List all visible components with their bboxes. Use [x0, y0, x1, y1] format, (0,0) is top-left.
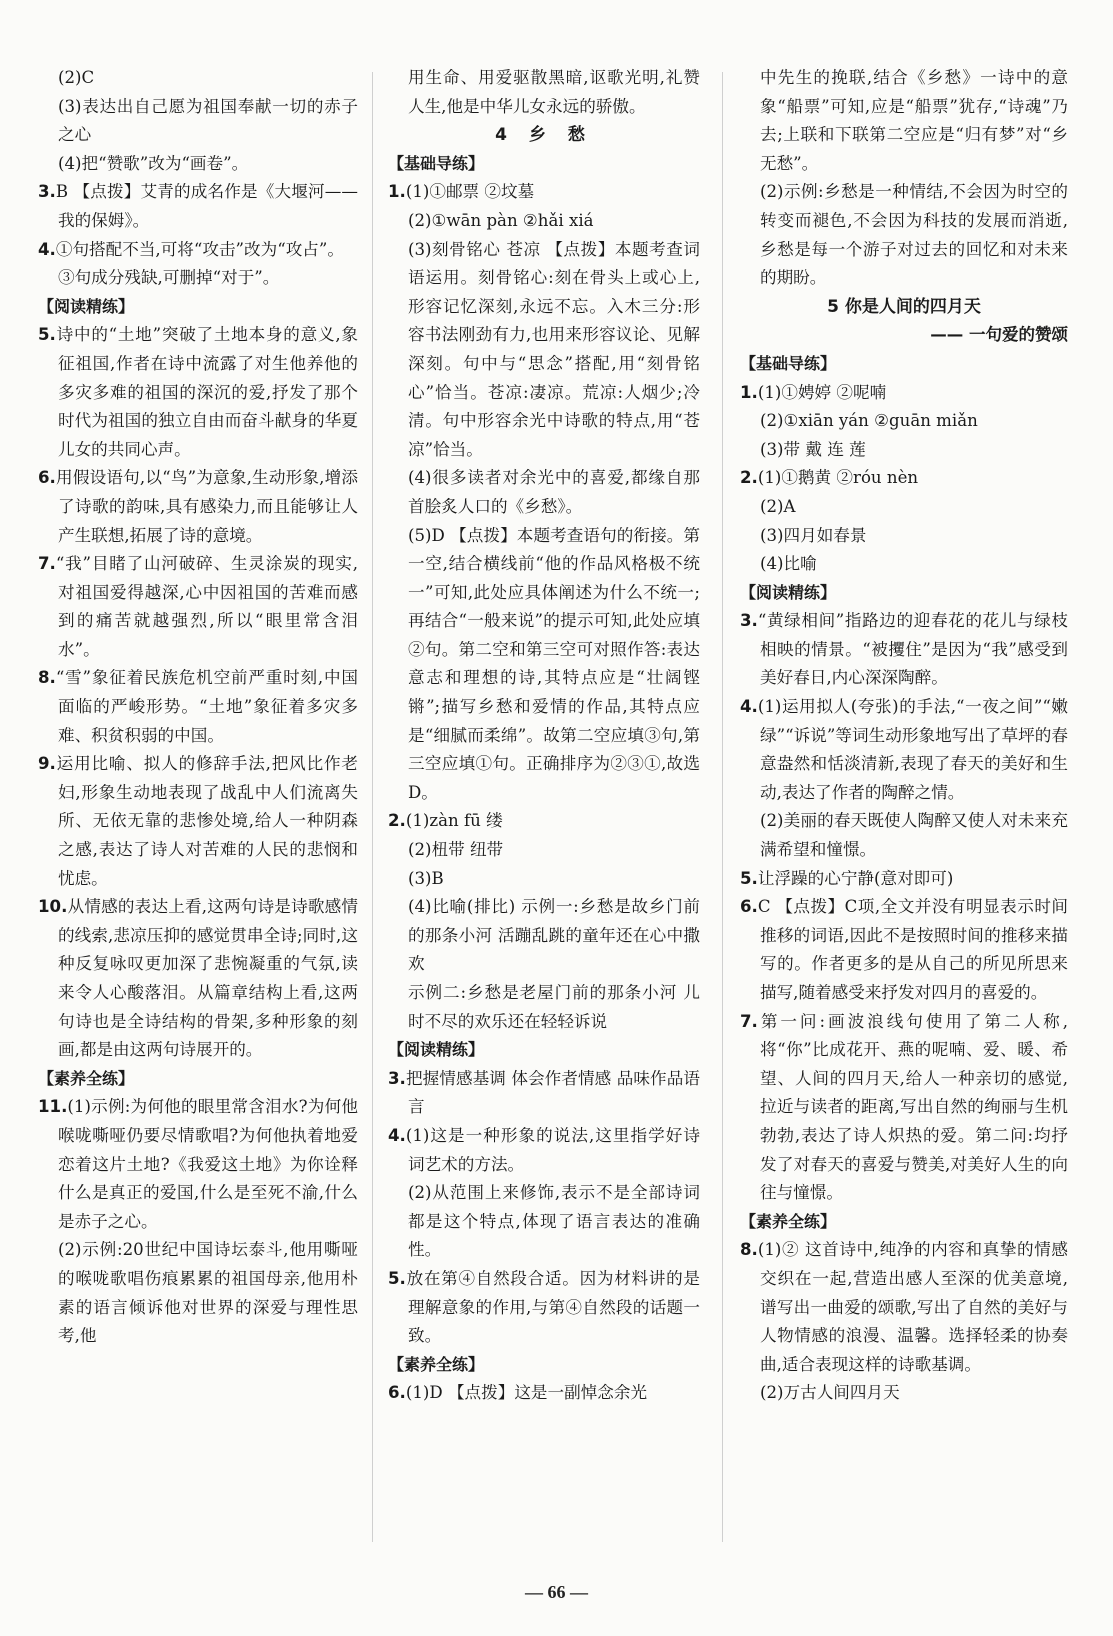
answer-text: 中先生的挽联,结合《乡愁》一诗中的意象“船票”可知,应是“船票”犹存,“诗魂”乃去;上联和下联第二空应是“归有梦”对“乡无愁”。: [760, 68, 1068, 173]
column-divider: [722, 72, 723, 1542]
answer-text: (3)表达出自己愿为祖国奉献一切的赤子之心: [58, 96, 358, 145]
answer-text: (3)B: [408, 868, 444, 888]
question-number: 11.: [38, 1097, 68, 1117]
answer-item: [388, 1065, 700, 1122]
section-heading: 【素养全练】: [38, 1068, 135, 1088]
answer-item: [38, 1093, 358, 1236]
question-number: 4.: [740, 697, 758, 717]
answer-item: [38, 178, 358, 235]
answer-text: (1)①鹅黄 ②róu nèn: [757, 468, 919, 488]
answer-text: (4)比喻: [760, 554, 817, 574]
section-heading: 【阅读精练】: [38, 296, 135, 316]
answer-text: (2)从范围上来修饰,表示不是全部诗词都是这个特点,体现了语言表达的准确性。: [408, 1183, 700, 1260]
answer-item: [388, 807, 700, 836]
answer-item: [740, 607, 1068, 693]
question-number: 4.: [38, 239, 56, 259]
question-number: 4.: [388, 1125, 406, 1145]
column-right: [740, 64, 1068, 1408]
answer-item: [740, 1236, 1068, 1379]
column-left: [38, 64, 358, 1351]
answer-text: “我”目睹了山河破碎、生灵涂炭的现实,对祖国爱得越深,心中因祖国的苦难而感到的痛苦就越强烈,所以“眼里常含泪水”。: [55, 554, 358, 659]
answer-text: (2)杻带 纽带: [408, 840, 504, 860]
question-number: 6.: [38, 468, 56, 488]
section-heading: 【素养全练】: [388, 1354, 485, 1374]
section-heading: 【素养全练】: [740, 1211, 837, 1231]
answer-item: [388, 1379, 700, 1408]
answer-item: [740, 893, 1068, 1007]
answer-text: ①句搭配不当,可将“攻击”改为“攻占”。: [55, 239, 344, 259]
answer-item: [38, 236, 358, 265]
answer-text: 第一问:画波浪线句使用了第二人称,将“你”比成花开、燕的呢喃、爱、暖、希望、人间的四月天,给人一种亲切的感觉,拉近与读者的距离,写出自然的绚丽与生机勃勃,表达了诗人炽热的爱。第二问:均抒发了对春天的喜爱与赞美,对美好人生的向往与憧憬。: [757, 1011, 1068, 1203]
answer-item: [388, 1265, 700, 1351]
answer-item: [740, 1008, 1068, 1208]
answer-text: 放在第④自然段合适。因为材料讲的是理解意象的作用,与第④自然段的话题一致。: [405, 1268, 700, 1346]
answer-item: [740, 464, 1068, 493]
question-number: 2.: [388, 811, 406, 831]
answer-text: ③句成分残缺,可删掉“对于”。: [58, 268, 280, 288]
answer-text: B 【点拨】艾青的成名作是《大堰河——我的保姆》。: [55, 182, 358, 230]
section-heading: 【阅读精练】: [740, 582, 837, 602]
answer-item: [38, 464, 358, 550]
answer-text: C 【点拨】C项,全文并没有明显表示时间推移的词语,因此不是按照时间的推移来描写的。作者更多的是从自己的所见所思来描写,随着感受来抒发对四月的喜爱的。: [757, 897, 1068, 1002]
section-heading: 【基础导练】: [740, 353, 837, 373]
answer-text: (1)这是一种形象的说法,这里指学好诗词艺术的方法。: [405, 1125, 700, 1174]
answer-item: [38, 550, 358, 664]
answer-text: (3)四月如春景: [760, 525, 867, 545]
lesson-title: 4 乡 愁: [495, 125, 593, 146]
answer-text: (1)运用拟人(夸张)的手法,“一夜之间”“嫩绿”“诉说”等词生动形象地写出了草坪的春意盎然和恬淡清新,表现了春天的美好和生动,表达了作者的陶醉之情。: [757, 697, 1068, 802]
lesson-title: 5 你是人间的四月天: [827, 296, 981, 317]
question-number: 1.: [740, 382, 758, 402]
question-number: 8.: [38, 668, 56, 688]
question-number: 7.: [38, 554, 56, 574]
answer-text: (3)带 戴 连 莲: [760, 439, 866, 459]
answer-text: (2)A: [760, 496, 796, 516]
answer-item: [740, 693, 1068, 807]
question-number: 6.: [740, 897, 758, 917]
answer-item: [740, 865, 1068, 894]
answer-text: (2)①wān pàn ②hǎi xiá: [408, 210, 594, 230]
answer-text: (2)万古人间四月天: [760, 1383, 900, 1403]
answer-text: (1)D 【点拨】这是一副悼念余光: [405, 1383, 648, 1403]
question-number: 5.: [388, 1268, 406, 1288]
answer-text: 诗中的“土地”突破了土地本身的意义,象征祖国,作者在诗中流露了对生他养他的多灾多难的祖国的深沉的爱,抒发了那个时代为祖国的独立自由而奋斗献身的华夏儿女的共同心声。: [55, 325, 358, 459]
answer-text: (2)C: [58, 68, 95, 87]
page-number: — 66 —: [525, 1582, 588, 1602]
question-number: 5.: [740, 868, 758, 888]
answer-item: [38, 893, 358, 1065]
question-number: 10.: [38, 897, 68, 917]
answer-text: 用假设语句,以“鸟”为意象,生动形象,增添了诗歌的韵味,具有感染力,而且能够让人产生联想,拓展了诗的意境。: [55, 468, 358, 545]
answer-item: [38, 321, 358, 464]
question-number: 9.: [38, 754, 56, 774]
answer-text: (1)①娉婷 ②呢喃: [757, 382, 887, 402]
question-number: 3.: [388, 1068, 406, 1088]
answer-text: (2)示例:20世纪中国诗坛泰斗,他用嘶哑的喉咙歌唱伤痕累累的祖国母亲,他用朴素的语言倾诉他对世界的深爱与理性思考,他: [58, 1240, 358, 1346]
answer-text: (1)zàn fū 缕: [405, 811, 503, 831]
answer-item: [388, 178, 700, 207]
answer-text: (1)①邮票 ②坟墓: [405, 182, 535, 202]
answer-text: “黄绿相间”指路边的迎春花的花儿与绿枝相映的情景。“被攫住”是因为“我”感受到美好春日,内心深深陶醉。: [757, 611, 1068, 688]
section-heading: 【阅读精练】: [388, 1040, 485, 1060]
answer-text: (4)比喻(排比) 示例一:乡愁是故乡门前的那条小河 活蹦乱跳的童年还在心中撒欢: [408, 897, 700, 974]
answer-text: (5)D 【点拨】本题考查语句的衔接。第一空,结合横线前“他的作品风格极不统一”可知,此处应具体阐述为什么不统一;再结合“一般来说”的提示可知,此处应填②句。第二空和第三空可对照作答:表达意志和理想的诗,其特点应是“壮阔铿锵”;描写乡愁和爱情的作品,其特点应是“细腻而柔绵”。故第二空应填③句,第三空应填①句。正确排序为②③①,故选D。: [408, 525, 700, 802]
answer-item: [38, 664, 358, 750]
answer-text: (2)①xiān yán ②guān miǎn: [760, 411, 978, 431]
question-number: 3.: [740, 611, 758, 631]
section-heading: 【基础导练】: [388, 153, 485, 173]
answer-text: (2)美丽的春天既使人陶醉又使人对未来充满希望和憧憬。: [760, 811, 1068, 860]
answer-text: 用生命、用爱驱散黑暗,讴歌光明,礼赞人生,他是中华儿女永远的骄傲。: [408, 68, 700, 116]
answer-text: (3)刻骨铭心 苍凉 【点拨】本题考查词语运用。刻骨铭心:刻在骨头上或心上,形容记忆深刻,永远不忘。入木三分:形容书法刚劲有力,也用来形容议论、见解深刻。句中与“思念”搭配,用“刻骨铭心”恰当。苍凉:凄凉。荒凉:人烟少;冷清。句中形容余光中诗歌的特点,用“苍凉”恰当。: [408, 239, 700, 459]
question-number: 8.: [740, 1240, 758, 1260]
answer-text: (4)很多读者对余光中的喜爱,都缘自那首脍炙人口的《乡愁》。: [408, 468, 700, 516]
answer-text: 从情感的表达上看,这两句诗是诗歌感情的线索,悲凉压抑的感觉贯串全诗;同时,这种反复咏叹更加深了悲惋凝重的气氛,读来令人心酸落泪。从篇章结构上看,这两句诗也是全诗结构的骨架,多种形象的刻画,都是由这两句诗展开的。: [58, 897, 358, 1060]
answer-text: (2)示例:乡愁是一种情结,不会因为时空的转变而褪色,不会因为科技的发展而消逝,乡愁是每一个游子对过去的回忆和对未来的期盼。: [760, 182, 1068, 288]
answer-text: 示例二:乡愁是老屋门前的那条小河 儿时不尽的欢乐还在轻轻诉说: [408, 983, 700, 1031]
question-number: 1.: [388, 182, 406, 202]
column-divider: [372, 72, 373, 1542]
question-number: 3.: [38, 182, 56, 202]
question-number: 6.: [388, 1383, 406, 1403]
question-number: 2.: [740, 468, 758, 488]
answer-text: 让浮躁的心宁静(意对即可): [757, 868, 954, 888]
column-middle: [388, 64, 700, 1408]
answer-text: “雪”象征着民族危机空前严重时刻,中国面临的严峻形势。“土地”象征着多灾多难、积贫积弱的中国。: [55, 668, 358, 745]
question-number: 5.: [38, 325, 56, 345]
answer-text: (4)把“赞歌”改为“画卷”。: [58, 153, 249, 173]
question-number: 7.: [740, 1011, 758, 1031]
answer-item: [38, 750, 358, 893]
answer-text: 运用比喻、拟人的修辞手法,把风比作老妇,形象生动地表现了战乱中人们流离失所、无依无靠的悲惨处境,给人一种阴森之感,表达了诗人对苦难的人民的悲悯和忧虑。: [55, 754, 358, 888]
answer-text: (1)② 这首诗中,纯净的内容和真挚的情感交织在一起,营造出感人至深的优美意境,谱写出一曲爱的颂歌,写出了自然的美好与人物情感的浪漫、温馨。选择轻柔的协奏曲,适合表现这样的诗歌基调。: [757, 1240, 1068, 1374]
answer-item: [740, 379, 1068, 408]
answer-text: (1)示例:为何他的眼里常含泪水?为何他喉咙嘶哑仍要尽情歌唱?为何他执着地爱恋着这片土地?《我爱这土地》为你诠释什么是真正的爱国,什么是至死不渝,什么是赤子之心。: [58, 1097, 358, 1231]
answer-text: 把握情感基调 体会作者情感 品味作品语言: [405, 1068, 700, 1117]
answer-item: [388, 1122, 700, 1179]
lesson-subtitle: —— 一句爱的赞颂: [930, 325, 1068, 345]
